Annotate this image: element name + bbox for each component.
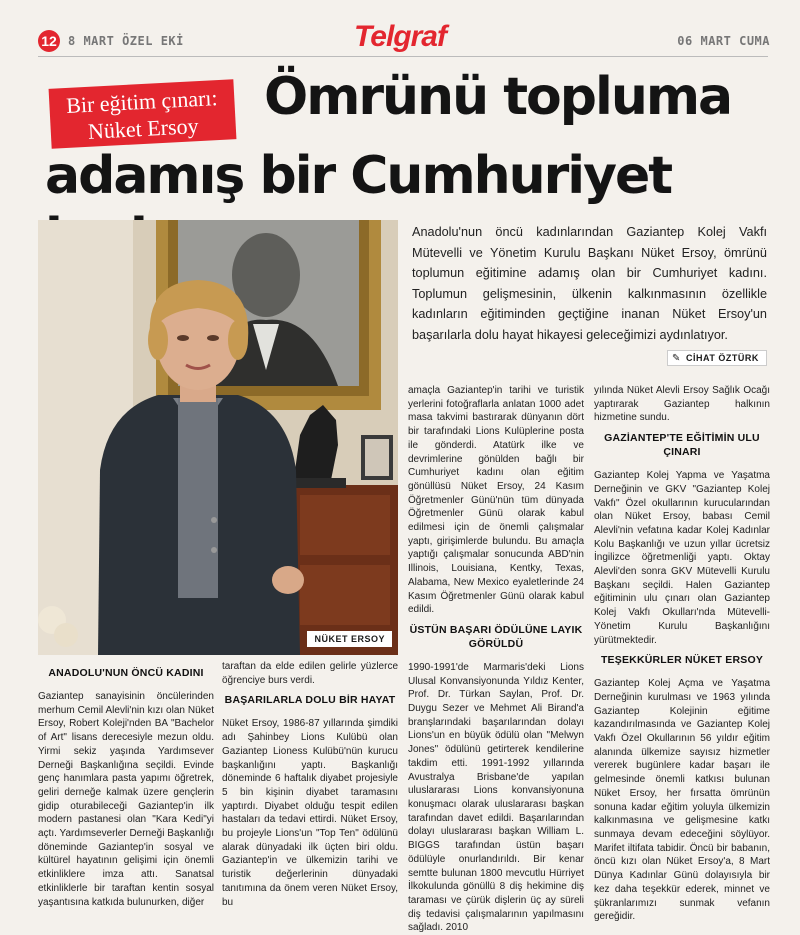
column-text: Gaziantep sanayisinin öncülerinden merhum Cemil Alevli'nin kızı olan Nüket Ersoy, Robert Koleji'nden BA "Bachelor of Art" lisans derecesiyle mezun oldu. Yirmi sekiz yaşında Yardımsever Derneği Başkanlığına seçildi. Evinde genç hanımlara pasta yapımı öğretrek, geliri derneğe kalmak üzere gençlerin gidip oturabileceği Gaziantep'in ilk modern pastanesi olan "Kara Kedi"yi açtı. Yardımseverler Derneği Başkanlığı döneminde Gaziantep'in sosyal ve kültürel hayatının gelişimi için önemli etkinliklere imza attı. Sanatsal etkinliklerle bir taraftan kentin sosyal yaşantısına katkıda bulunurken, diğer	[38, 691, 214, 908]
header-divider	[38, 56, 768, 57]
byline	[667, 350, 767, 366]
subheading: ÜSTÜN BAŞARI ÖDÜLÜNE LAYIK GÖRÜLDÜ	[409, 623, 583, 650]
subheading: ANADOLU'NUN ÖNCÜ KADINI	[48, 667, 204, 679]
article-column-3	[408, 384, 584, 935]
column-text: 1990-1991'de Marmaris'deki Lions Ulusal Konvansiyonunda Yıldız Kenter, Prof. Dr. Türkan Saylan, Prof. Dr. Duygu Sezer ve Mehmet Ali Birand'a branşlarındaki başarılarından dolayı Lions'un en büyük ödülü olan "Melwyn Jones" ödülünü getirterek kendilerine takdim etti. 1991-1992 yıllarında Avustralya Brisbane'de yapılan uluslararası Lions konvansiyonuna konuşmacı olarak uluslararası başkan tarafından davet edildi. Başarılarından dolayı uluslararası başkan William L. BIGGS tarafından üstün başarı ödülüyle onurlandırıldı. Bir kenar semtte bulunan 1800 mevcutlu Hürriyet İlkokulunda gönüllü 8 diş hekimine diş taraması ve çürük dişlerin üç ay süreli diş tedavisi çalışmalarının yapılmasını sağladı. 2010	[408, 661, 584, 934]
column-text: yılında Nüket Alevli Ersoy Sağlık Ocağı yaptırarak Gaziantep halkının hizmetine sundu.	[594, 385, 770, 424]
lead-paragraph: Anadolu'nun öncü kadınlarından Gaziantep Kolej Vakfı Mütevelli ve Yönetim Kurulu Başkanı Nüket Ersoy, ömrünü toplumun eğitimine adamış olan bir Cumhuriyet kadını. Toplumun gelişmesinin, ülkenin kalkınmasının özellikle kadınların eğitiminden geçtiğine inanan Nüket Ersoy'un başarılarla dolu hayat hikayesi geleceğimizi aydınlatıyor.	[412, 225, 767, 342]
portrait-photo	[38, 220, 398, 655]
portrait-illustration	[38, 220, 398, 655]
headline-line-1: Ömrünü topluma	[264, 67, 732, 127]
pen-icon: ✎	[672, 353, 681, 364]
column-text: Nüket Ersoy, 1986-87 yıllarında şimdiki adı Şahinbey Lions Kulübü olan Gaziantep Lioness Kulübü'nün kurucu başkanlığını yaptı. Başkanlığı döneminde 6 haftalık diyabet projesiyle 5 bin kişinin diyabet taramasını yaptırdı. Diyabet olduğu tespit edilen hastaları da tedavi ettirdi. Nüket Ersoy, bu projeyle Lions'un "Top Ten" ödülünü alarak dünyadaki ilk üçten biri oldu. Gaziantep'in ve ülkemizin tarihi ve turistik değerlerinin dünyadaki tanıtımına da önem veren Nüket Ersoy, bu	[222, 718, 398, 908]
column-text: Gaziantep Kolej Yapma ve Yaşatma Derneğinin ve GKV "Gaziantep Kolej Vakfı" Özel okullarının kurucularından olan Nüket Ersoy, babası Cemil Alevli'nin vefatına kadar Kolej Kadınlar Kolu Başkanlığı ve uzun yıllar ücretsiz İngilizce öğretmenliği yaptı. Oktay Alevli'den sonra GKV Mütevelli Kurulu Başkanı seçildi. Halen Gaziantep eğitiminin ulu çınarı olan Gaziantep Kolej Vakfı Okulları'nda Mütevelli-Yönetim Kurulu Başkanlığını yürütmektedir.	[594, 470, 770, 646]
article-column-4	[594, 384, 770, 924]
page-header	[0, 0, 800, 58]
headline-line-2: adamış bir Cumhuriyet	[45, 146, 672, 206]
article-column-2	[222, 660, 398, 909]
subheading: BAŞARILARLA DOLU BİR HAYAT	[224, 694, 396, 707]
column-text: taraftan da elde edilen gelirle yüzlerce öğrenciye burs verdi.	[222, 661, 398, 686]
kicker-line-1: Bir eğitim çınarı:	[65, 85, 219, 118]
kicker-line-2: Nüket Ersoy	[87, 113, 200, 144]
article-column-1	[38, 660, 214, 909]
issue-date: 06 MART CUMA	[677, 34, 770, 48]
section-label: 8 MART ÖZEL EKİ	[68, 34, 184, 48]
column-text: amaçla Gaziantep'in tarihi ve turistik yerlerini fotoğraflarla anlatan 1000 adet masa takvimi bastırarak dünyanın dört bir tarafındaki Lions Kulüplerine posta ile gönderdi. Atatürk ilke ve devrimlerine gönülden bağlı bir Cumhuriyet kadını olan eğitim gönüllüsü Nüket Ersoy, 24 Kasım Öğretmenler Günü'nün tüm dünyada Öğretmenler Günü olarak kabul edilmesi için de önemli çalışmalar yaptı, girişimlerde bulundu. Bu amaçla yaptığı çalışmalar sonucunda ABD'nin Illinois, Louisiana, Kentky, Texas, Alabama, New Mexico eyaletlerinde 24 Kasım Öğretmenler Günü olarak kabul edildi.	[408, 385, 584, 616]
column-text: Gaziantep Kolej Açma ve Yaşatma Derneğinin kurulması ve 1963 yılında Gaziantep Kolejinin eğitime kazandırılmasında ve Gaziantep Kolej Vakfı Özel Okullarının 56 yıldır eğitim alanında ülkemize sayısız hizmetler vererek bugünlere kadar başarı ile gelmesinde önemli katkısı bulunan Nüket Ersoy, her fırsatta ömrünün sonuna kadar eğitim yoluyla ülkemizin kalkınmasına ve gelişmesine katkı sunmaya devam edeceğini söylüyor. Marifet iltifata tabidir. Öncü bir babanın, öncü kızı olan Nüket Ersoy'a, 8 Mart Dünya Kadınlar Günü dolayısıyla bir kez daha teşekkür ederek, minnet ve şükranlarımızı sunmak vefanın gereğidir.	[594, 678, 770, 923]
headline-kicker	[49, 79, 237, 149]
byline-name: CİHAT ÖZTÜRK	[686, 353, 759, 363]
photo-caption: NÜKET ERSOY	[307, 631, 392, 647]
page-number: 12	[41, 33, 57, 49]
subheading: GAZİANTEP'TE EĞİTİMİN ULU ÇINARI	[604, 432, 760, 459]
subheading: TEŞEKKÜRLER NÜKET ERSOY	[600, 654, 764, 667]
newspaper-logo: Telgraf	[354, 20, 446, 53]
